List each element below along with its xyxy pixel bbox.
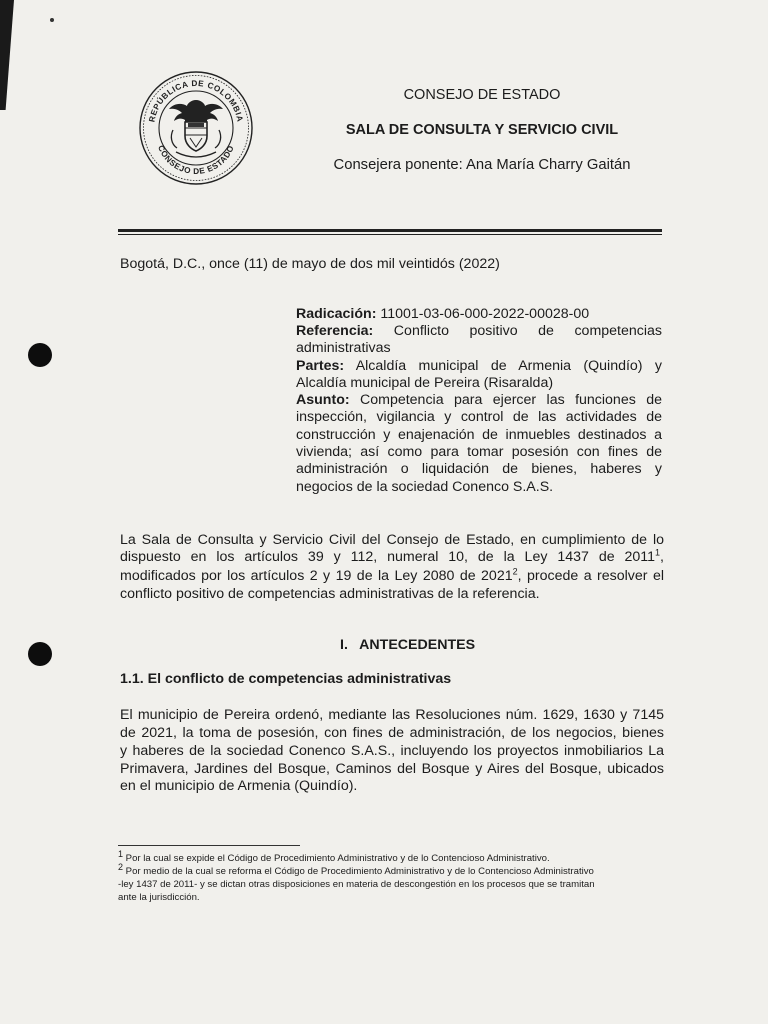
partes-text: Alcaldía municipal de Armenia (Quindío) y [344,358,662,374]
punch-hole [28,343,52,367]
footnote-separator [118,845,300,846]
date-line: Bogotá, D.C., once (11) de mayo de dos mil veintidós (2022) [120,256,500,272]
radicacion-line [296,305,662,323]
footnote-ref-2: 2 [512,566,518,577]
punch-hole [28,642,52,666]
asunto-line [296,391,662,409]
partes-label: Partes: [296,358,345,374]
footnote-2-line-2: -ley 1437 de 2011- y se dictan otras disposiciones en materia de descongestión en los procesos que se tramitan [118,879,595,890]
sala-name: SALA DE CONSULTA Y SERVICIO CIVIL [345,122,619,138]
scan-speck [50,18,54,22]
intro-line-1: La Sala de Consulta y Servicio Civil del Consejo de Estado, en cumplimiento de lo [120,532,664,548]
svg-text:CONSEJO DE ESTADO: CONSEJO DE ESTADO [156,143,236,177]
intro-line-2-punct: , [660,549,664,565]
footnote-ref-1: 1 [655,547,661,558]
body-line-1: El municipio de Pereira ordenó, mediante las Resoluciones núm. 1629, 1630 y 7145 [120,707,664,723]
intro-line-3-text: modificados por los artículos 2 y 19 de la Ley 2080 de 2021 [120,568,513,584]
referencia-text: Conflicto positivo de competencias [373,323,662,339]
asunto-line-6: negocios de la sociedad Conenco S.A.S. [296,479,554,495]
referencia-label: Referencia: [296,323,374,339]
intro-line-4: conflicto positivo de competencias administrativas de la referencia. [120,586,540,602]
consejo-de-estado-seal [138,70,254,186]
referencia-line [296,322,662,340]
body-line-3: y haberes de la sociedad Conenco S.A.S., incluyendo los proyectos inmobiliarios La [120,743,664,759]
footnote-1-text: Por la cual se expide el Código de Procedimiento Administrativo y de lo Contencioso Administrativo. [123,853,550,864]
body-line-4: Primavera, Jardines del Bosque, Caminos del Bosque y Aires del Bosque, ubicados [120,761,664,777]
asunto-line-4: vivienda; así como para tomar posesión con fines de [296,444,662,460]
asunto-line-3: construcción y enajenación de inmuebles destinados a [296,427,662,443]
referencia-line-2: administrativas [296,340,391,356]
asunto-line-2: inspección, vigilancia y control de las actividades de [296,409,662,425]
asunto-text: Competencia para ejercer las funciones de [349,392,662,408]
intro-line-2 [120,548,664,566]
section-heading: I. ANTECEDENTES [340,637,476,653]
footnote-2-text: Por medio de la cual se reforma el Código de Procedimiento Administrativo y de lo Contencioso Administrativo [123,866,594,877]
partes-line [296,357,662,375]
ponente-line: Consejera ponente: Ana María Charry Gaitán [333,157,631,173]
institution-name: CONSEJO DE ESTADO [403,87,561,103]
footnote-2-line-3: ante la jurisdicción. [118,892,200,903]
asunto-label: Asunto: [296,392,350,408]
asunto-line-5: administración o liquidación de bienes, haberes y [296,461,662,477]
body-line-5: en el municipio de Armenia (Quindío). [120,778,358,794]
radicacion-value: 11001-03-06-000-2022-00028-00 [376,306,590,322]
subsection-heading: 1.1. El conflicto de competencias administrativas [120,671,452,687]
header-rule-thick [118,229,662,232]
svg-text:REPÚBLICA DE COLOMBIA: REPÚBLICA DE COLOMBIA [147,78,245,123]
footnote-2-mark: 2 [118,861,124,872]
footnote-1 [118,848,664,866]
radicacion-label: Radicación: [296,306,377,322]
intro-line-2-text: dispuesto en los artículos 39 y 112, numeral 10, de la Ley 1437 de 2011 [120,549,656,565]
scan-edge-mark [0,0,14,110]
partes-line-2: Alcaldía municipal de Pereira (Risaralda) [296,375,554,391]
footnote-2 [118,861,664,879]
intro-line-3 [120,567,664,585]
body-line-2: de 2021, la toma de posesión, con fines de administración, de los negocios, bienes [120,725,664,741]
header-rule-thin [118,234,662,235]
intro-line-3-tail: , procede a resolver el [517,568,664,584]
footnote-1-mark: 1 [118,848,124,859]
